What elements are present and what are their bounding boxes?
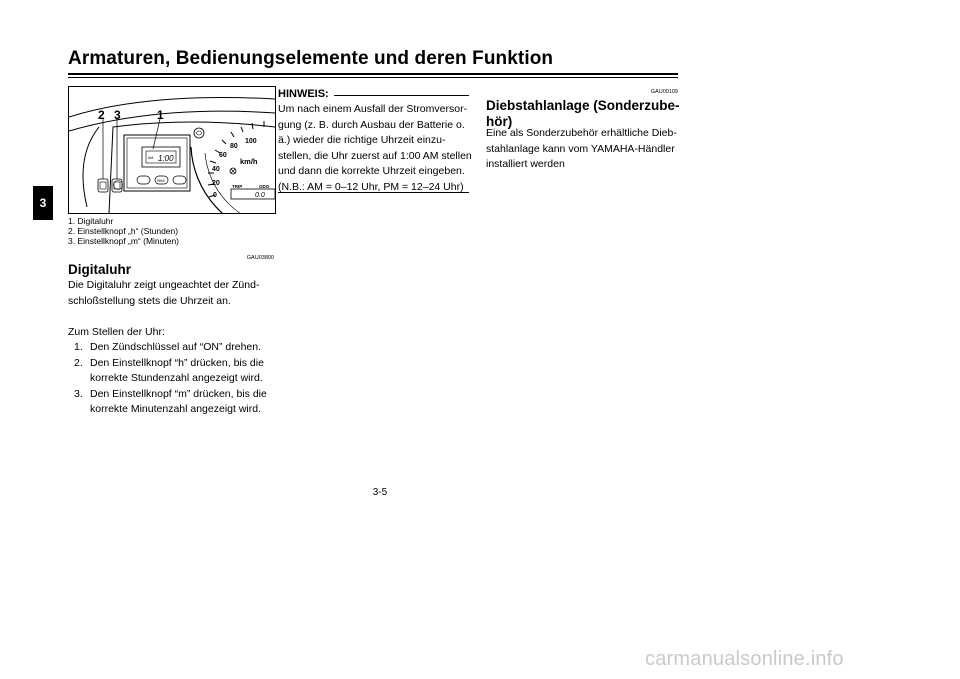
clock-prefix: AM bbox=[148, 156, 154, 160]
speed-tick-label: 80 bbox=[230, 143, 238, 150]
hinweis-text: Um nach einem Ausfall der Stromversor-gung (z. B. durch Ausbau der Batterie o. ä.) wieder die richtige Uhrzeit einzu-stellen, die Uhr zuerst auf 1:00 AM stellen und dann die korrekte Uhrzeit eingeben. (N.B.: AM = 0–12 Uhr, PM = 12–24 Uhr) bbox=[278, 103, 472, 193]
speed-tick-label: 40 bbox=[212, 166, 220, 173]
step-number: 2. bbox=[74, 356, 83, 369]
title-rule-thick bbox=[68, 73, 678, 75]
title-rule-thin bbox=[68, 77, 678, 78]
callout-3: 3 bbox=[114, 108, 121, 122]
caption-item: 2. Einstellknopf „h“ (Stunden) bbox=[68, 226, 179, 236]
button-label: HMS bbox=[157, 179, 165, 183]
blank-line bbox=[68, 309, 278, 325]
watermark: carmanualsonline.info bbox=[645, 648, 844, 670]
step-text: Den Einstellknopf “m” drücken, bis die korrekte Minutenzahl angezeigt wird. bbox=[90, 387, 267, 415]
page-number: 3-5 bbox=[372, 487, 388, 498]
dashboard-drawing bbox=[69, 87, 275, 213]
step-number: 1. bbox=[74, 341, 83, 353]
caption-item: 1. Digitaluhr bbox=[68, 216, 114, 226]
step-text: Den Zündschlüssel auf “ON” drehen. bbox=[90, 341, 261, 353]
hinweis-rule-bottom bbox=[278, 192, 469, 193]
caption-item: 3. Einstellknopf „m“ (Minuten) bbox=[68, 236, 180, 246]
dashboard-illustration bbox=[68, 86, 276, 214]
odo-label: ODO bbox=[259, 184, 270, 189]
hinweis-rule-top bbox=[334, 95, 469, 96]
callout-2: 2 bbox=[98, 108, 105, 122]
intro-paragraph: Die Digitaluhr zeigt ungeachtet der Zünd-schloßstellung stets die Uhrzeit an. bbox=[68, 279, 260, 307]
step-item bbox=[68, 356, 278, 387]
hinweis-heading: HINWEIS: bbox=[278, 88, 329, 100]
speed-unit-label: km/h bbox=[240, 157, 258, 166]
setup-title: Zum Stellen der Uhr: bbox=[68, 325, 165, 338]
step-number: 3. bbox=[74, 387, 83, 400]
section-heading-digitaluhr: Digitaluhr bbox=[68, 262, 131, 277]
callout-1: 1 bbox=[157, 108, 164, 122]
speed-tick-label: 60 bbox=[219, 152, 227, 159]
step-text: Den Einstellknopf “h” drücken, bis die korrekte Stundenzahl angezeigt wird. bbox=[90, 356, 264, 384]
setup-steps bbox=[68, 340, 278, 418]
page-title: Armaturen, Bedienungselemente und deren Funktion bbox=[68, 48, 554, 69]
trip-label: TRIP bbox=[232, 184, 243, 189]
odometer-readout: 0.0 bbox=[255, 192, 265, 199]
diebstahlanlage-body: Eine als Sonderzubehör erhältliche Dieb-stahlanlage kann vom YAMAHA-Händler installiert werden bbox=[486, 127, 677, 170]
digitaluhr-body bbox=[68, 278, 278, 418]
speed-tick-label: 100 bbox=[245, 138, 257, 145]
section-code: GAU03800 bbox=[246, 255, 274, 261]
chapter-tab: 3 bbox=[33, 186, 53, 220]
step-item bbox=[68, 340, 278, 356]
figure-captions bbox=[68, 216, 179, 246]
section-heading-diebstahlanlage: Diebstahlanlage (Sonderzube-hör) bbox=[486, 98, 680, 129]
speed-tick-label: 0 bbox=[213, 192, 217, 199]
speed-tick-label: 20 bbox=[212, 180, 220, 187]
section-code: GAU00109 bbox=[650, 89, 678, 95]
clock-display: 1:00 bbox=[158, 154, 174, 163]
step-item bbox=[68, 387, 278, 418]
